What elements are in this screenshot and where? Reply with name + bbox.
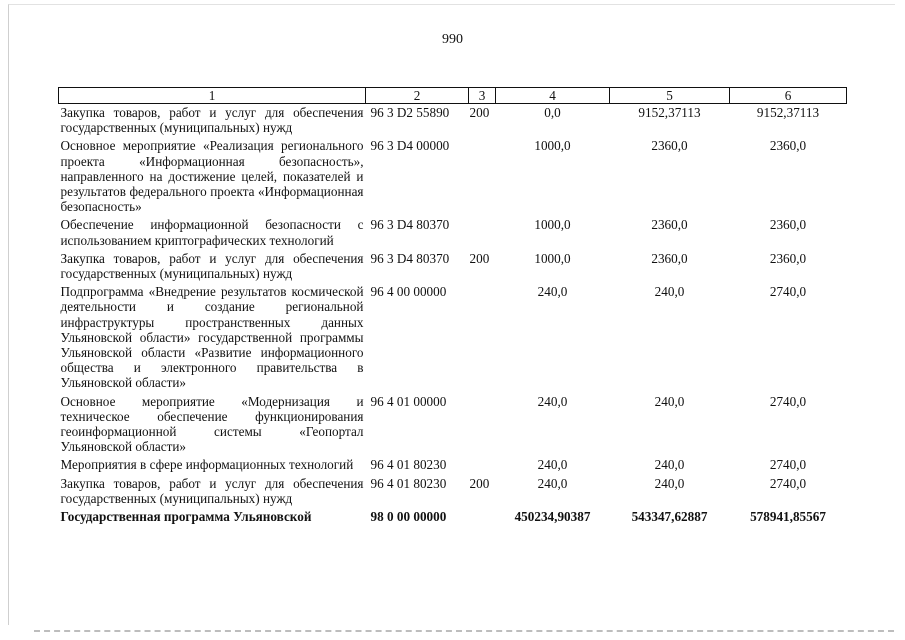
header-col-3: 3: [469, 88, 496, 104]
row-value-col5: 240,0: [654, 284, 685, 300]
table-row: [59, 456, 847, 474]
row-name: Закупка товаров, работ и услуг для обеспечения государственных (муниципальных) нужд: [60, 475, 364, 506]
row-name: Закупка товаров, работ и услуг для обеспечения государственных (муниципальных) нужд: [60, 250, 364, 282]
table-row: [59, 393, 847, 457]
row-value-col4: 240,0: [537, 393, 568, 409]
page-number: 990: [442, 32, 463, 47]
table-row: [59, 104, 847, 138]
row-code: 96 3 D4 80370: [370, 217, 450, 233]
row-expense-type: [469, 393, 496, 457]
row-name: Основное мероприятие «Модернизация и техническое обеспечение функционирования геоинформационной системы «Геопортал Ульяновской области»: [60, 393, 364, 455]
row-expense-type: 200: [469, 105, 490, 120]
row-expense-type: 200: [469, 250, 490, 266]
row-value-col6: 2360,0: [769, 138, 807, 154]
row-value-col5: 240,0: [654, 393, 685, 409]
row-code: 96 4 01 80230: [370, 457, 447, 473]
header-col-1: 1: [59, 88, 366, 104]
header-col-6: 6: [730, 88, 847, 104]
row-name: Подпрограмма «Внедрение результатов космической деятельности и создание региональной инфраструктуры пространственных данных Ульяновской области» государственной программы Ульяновской области «Развитие информационного общества и электронного правительства в Ульяновской области»: [60, 284, 364, 391]
header-col-4: 4: [496, 88, 610, 104]
row-value-col5: 2360,0: [651, 250, 688, 266]
row-code: 96 4 01 00000: [370, 393, 447, 409]
row-code: 96 3 D4 00000: [370, 138, 450, 154]
row-value-col6: 2740,0: [769, 393, 807, 409]
row-value-col6: 2740,0: [769, 457, 807, 473]
total-code: 98 0 00 00000: [370, 509, 447, 525]
row-value-col6: 9152,37113: [756, 105, 820, 120]
budget-table: [58, 87, 847, 526]
table-row: [59, 216, 847, 249]
total-value-col5: 543347,62887: [631, 509, 708, 525]
row-code: 96 4 00 00000: [370, 284, 447, 300]
row-name: Мероприятия в сфере информационных технологий: [60, 457, 354, 473]
total-row: [59, 508, 847, 526]
row-value-col4: 240,0: [537, 284, 568, 300]
row-name: Обеспечение информационной безопасности с использованием криптографических технологий: [60, 217, 364, 248]
row-value-col5: 2360,0: [651, 138, 688, 154]
header-row: [59, 88, 847, 104]
row-value-col6: 2740,0: [769, 475, 807, 491]
row-expense-type: [469, 216, 496, 249]
table-row: [59, 250, 847, 283]
table-body: [59, 104, 847, 527]
row-value-col6: 2740,0: [769, 284, 807, 300]
row-expense-type: [469, 283, 496, 392]
total-name: Государственная программа Ульяновской: [60, 509, 312, 525]
table-row: [59, 475, 847, 508]
row-name: Основное мероприятие «Реализация регионального проекта «Информационная безопасность», направленного на достижение целей, показателей и результатов федерального проекта «Информационная безопасность»: [60, 138, 364, 215]
total-value-col4: 450234,90387: [514, 509, 591, 525]
row-value-col5: 2360,0: [651, 217, 688, 233]
row-code: 96 3 D2 55890: [370, 105, 450, 120]
header-col-5: 5: [610, 88, 730, 104]
table-row: [59, 283, 847, 392]
row-value-col5: 240,0: [654, 475, 685, 491]
table-row: [59, 137, 847, 216]
row-code: 96 3 D4 80370: [370, 250, 450, 266]
row-value-col4: 0,0: [544, 105, 561, 120]
row-value-col5: 9152,37113: [638, 105, 701, 120]
row-value-col5: 240,0: [654, 457, 685, 473]
row-expense-type: 200: [469, 475, 490, 491]
total-expense-type: [469, 508, 496, 526]
table-header: [59, 88, 847, 104]
header-col-2: 2: [366, 88, 469, 104]
total-value-col6: 578941,85567: [750, 509, 826, 525]
row-value-col4: 240,0: [537, 475, 568, 491]
row-value-col4: 1000,0: [534, 138, 571, 154]
row-value-col6: 2360,0: [769, 250, 807, 266]
row-expense-type: [469, 456, 496, 474]
row-expense-type: [469, 137, 496, 216]
row-code: 96 4 01 80230: [370, 475, 447, 491]
row-value-col4: 1000,0: [534, 250, 571, 266]
row-value-col4: 240,0: [537, 457, 568, 473]
row-value-col6: 2360,0: [769, 217, 807, 233]
page-bottom-rule: [34, 630, 894, 632]
row-name: Закупка товаров, работ и услуг для обеспечения государственных (муниципальных) нужд: [60, 105, 364, 136]
row-value-col4: 1000,0: [534, 217, 571, 233]
